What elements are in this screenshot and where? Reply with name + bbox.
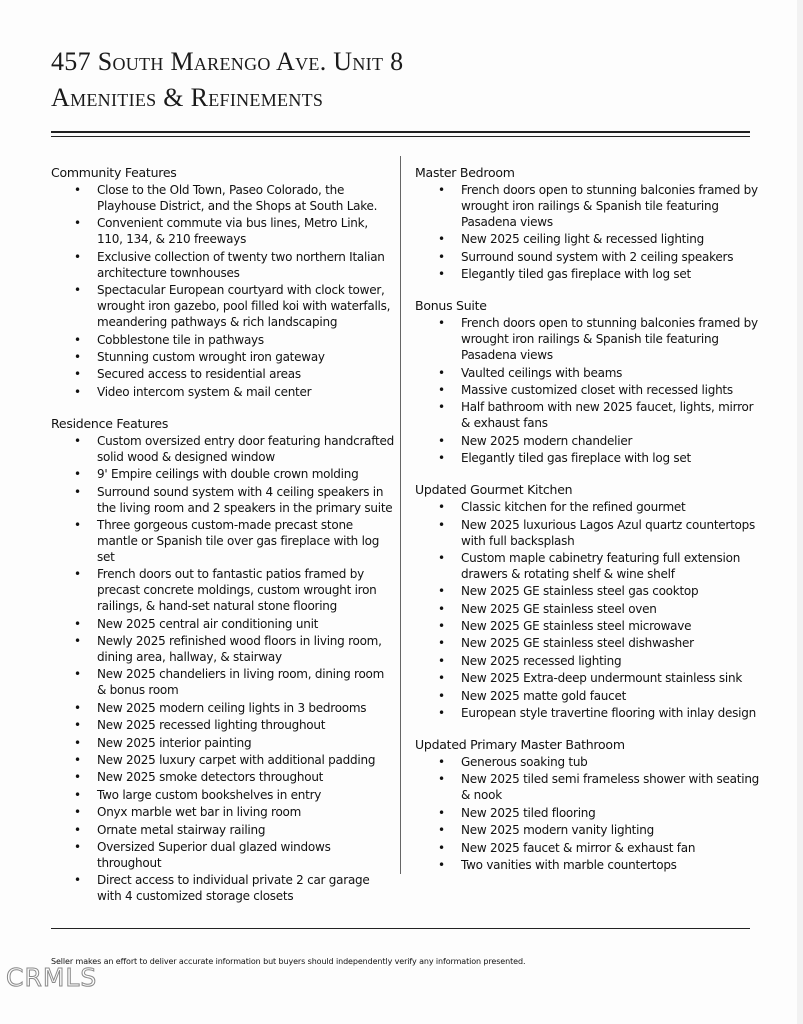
list-item — [51, 384, 396, 400]
footer-rule — [51, 928, 750, 929]
bullet-icon: • — [74, 667, 81, 682]
bullet-icon: • — [74, 805, 81, 820]
section-heading: Bonus Suite — [415, 298, 487, 314]
list-item — [51, 282, 396, 330]
bullet-icon: • — [438, 316, 445, 331]
list-item — [415, 399, 760, 431]
bullet-icon: • — [438, 636, 445, 651]
list-item — [51, 566, 396, 614]
section-master-bedroom — [415, 164, 760, 282]
list-item-text: New 2025 modern vanity lighting — [461, 823, 654, 838]
title-line-subtitle: Amenities & Refinements — [51, 83, 324, 112]
section-bonus-suite — [415, 297, 760, 466]
list-item — [51, 822, 396, 838]
bullet-icon: • — [438, 550, 445, 565]
list-item-text: Onyx marble wet bar in living room — [97, 805, 302, 820]
list-item — [415, 315, 760, 363]
list-item — [415, 583, 760, 599]
section-heading: Updated Primary Master Bathroom — [415, 737, 625, 753]
column-divider — [400, 156, 401, 874]
feature-list — [415, 315, 760, 466]
list-item-text: Stunning custom wrought iron gateway — [97, 349, 325, 364]
list-item — [51, 332, 396, 348]
bullet-icon: • — [438, 451, 445, 466]
list-item — [51, 633, 396, 665]
bullet-icon: • — [74, 700, 81, 715]
bullet-icon: • — [438, 772, 445, 787]
list-item — [415, 382, 760, 398]
list-item-text: Surround sound system with 2 ceiling speakers — [461, 249, 734, 264]
list-item — [51, 517, 396, 565]
list-item — [415, 433, 760, 449]
feature-list — [415, 754, 760, 873]
bullet-icon: • — [74, 484, 81, 499]
list-item-text: New 2025 chandeliers in living room, dining room & bonus room — [97, 667, 385, 698]
bullet-icon: • — [438, 584, 445, 599]
feature-list — [51, 433, 396, 905]
list-item-text: Cobblestone tile in pathways — [97, 332, 264, 347]
list-item-text: Half bathroom with new 2025 faucet, lights, mirror & exhaust fans — [461, 400, 754, 431]
bullet-icon: • — [74, 283, 81, 298]
bullet-icon: • — [74, 634, 81, 649]
list-item-text: New 2025 GE stainless steel oven — [461, 601, 657, 616]
list-item — [415, 182, 760, 230]
list-item-text: New 2025 smoke detectors throughout — [97, 770, 324, 785]
list-item — [51, 717, 396, 733]
list-item — [415, 450, 760, 466]
list-item-text: Secured access to residential areas — [97, 367, 301, 382]
list-item-text: New 2025 GE stainless steel microwave — [461, 619, 692, 634]
bullet-icon: • — [438, 823, 445, 838]
list-item-text: New 2025 recessed lighting throughout — [97, 718, 326, 733]
list-item — [51, 433, 396, 465]
list-item-text: Classic kitchen for the refined gourmet — [461, 500, 686, 515]
bullet-icon: • — [74, 839, 81, 854]
list-item-text: New 2025 modern ceiling lights in 3 bedrooms — [97, 700, 367, 715]
bullet-icon: • — [74, 332, 81, 347]
list-item-text: Close to the Old Town, Paseo Colorado, the Playhouse District, and the Shops at South Lake. — [97, 183, 378, 213]
list-item-text: French doors out to fantastic patios framed by precast concrete moldings, custom wrought iron railings, & hand-set natural stone flooring — [97, 567, 377, 614]
list-item — [415, 266, 760, 282]
list-item-text: Two vanities with marble countertops — [461, 857, 677, 872]
list-item — [51, 349, 396, 365]
bullet-icon: • — [438, 433, 445, 448]
list-item — [415, 231, 760, 247]
bullet-icon: • — [438, 755, 445, 770]
list-item-text: New 2025 Extra-deep undermount stainless sink — [461, 671, 743, 686]
list-item-text: Spectacular European courtyard with clock tower, wrought iron gazebo, pool filled koi with waterfalls, meandering pathways & rich landscaping — [97, 283, 391, 330]
section-heading: Updated Gourmet Kitchen — [415, 482, 573, 498]
list-item — [415, 653, 760, 669]
list-item-text: New 2025 modern chandelier — [461, 433, 633, 448]
list-item — [415, 840, 760, 856]
list-item — [51, 215, 396, 247]
list-item-text: Video intercom system & mail center — [97, 384, 312, 399]
list-item — [415, 618, 760, 634]
list-item-text: European style travertine flooring with inlay design — [461, 706, 756, 721]
list-item-text: 9' Empire ceilings with double crown molding — [97, 467, 359, 482]
bullet-icon: • — [74, 567, 81, 582]
feature-list — [415, 182, 760, 282]
bullet-icon: • — [74, 349, 81, 364]
bullet-icon: • — [438, 706, 445, 721]
page-title — [51, 44, 403, 116]
list-item-text: New 2025 interior painting — [97, 735, 252, 750]
list-item — [51, 616, 396, 632]
list-item-text: Custom maple cabinetry featuring full extension drawers & rotating shelf & wine shelf — [461, 550, 741, 581]
bullet-icon: • — [74, 367, 81, 382]
right-column — [415, 164, 760, 888]
list-item-text: New 2025 tiled semi frameless shower with seating & nook — [461, 772, 760, 803]
bullet-icon: • — [438, 232, 445, 247]
section-updated-primary-master-bathroom — [415, 736, 760, 873]
list-item — [51, 666, 396, 698]
bullet-icon: • — [438, 400, 445, 415]
list-item-text: Surround sound system with 4 ceiling speakers in the living room and 2 speakers in the primary suite — [97, 484, 393, 515]
list-item-text: New 2025 ceiling light & recessed lighting — [461, 232, 704, 247]
bullet-icon: • — [438, 840, 445, 855]
bullet-icon: • — [438, 249, 445, 264]
list-item-text: New 2025 luxury carpet with additional padding — [97, 753, 376, 768]
feature-list — [415, 499, 760, 721]
list-item-text: New 2025 central air conditioning unit — [97, 616, 319, 631]
bullet-icon: • — [74, 249, 81, 264]
bullet-icon: • — [74, 718, 81, 733]
bullet-icon: • — [438, 382, 445, 397]
disclaimer-text: Seller makes an effort to deliver accurate information but buyers should independently verify any information presented. — [51, 957, 526, 966]
bullet-icon: • — [74, 517, 81, 532]
list-item-text: Two large custom bookshelves in entry — [97, 787, 322, 802]
list-item — [51, 700, 396, 716]
list-item-text: Newly 2025 refinished wood floors in living room, dining area, hallway, & stairway — [97, 634, 382, 665]
bullet-icon: • — [438, 653, 445, 668]
bullet-icon: • — [438, 365, 445, 380]
list-item-text: Elegantly tiled gas fireplace with log set — [461, 451, 691, 466]
list-item — [415, 670, 760, 686]
list-item-text: Elegantly tiled gas fireplace with log set — [461, 267, 691, 282]
list-item-text: New 2025 GE stainless steel dishwasher — [461, 636, 694, 651]
list-item — [51, 484, 396, 516]
list-item — [415, 805, 760, 821]
list-item-text: New 2025 luxurious Lagos Azul quartz countertops with full backsplash — [461, 517, 756, 548]
list-item — [51, 872, 396, 904]
bullet-icon: • — [74, 433, 81, 448]
bullet-icon: • — [438, 857, 445, 872]
list-item-text: New 2025 GE stainless steel gas cooktop — [461, 584, 699, 599]
list-item — [415, 550, 760, 582]
header-rule-thick — [51, 131, 750, 133]
list-item — [415, 601, 760, 617]
bullet-icon: • — [438, 688, 445, 703]
section-heading: Master Bedroom — [415, 165, 515, 180]
bullet-icon: • — [438, 601, 445, 616]
list-item-text: New 2025 tiled flooring — [461, 805, 596, 820]
section-heading: Residence Features — [51, 415, 169, 431]
list-item — [415, 517, 760, 549]
list-item — [51, 366, 396, 382]
list-item — [415, 688, 760, 704]
list-item — [51, 804, 396, 820]
header-rule-thin — [51, 136, 750, 137]
section-heading: Community Features — [51, 165, 177, 180]
mls-watermark: CRMLS — [6, 963, 98, 992]
list-item — [415, 754, 760, 770]
section-updated-gourmet-kitchen — [415, 481, 760, 721]
list-item — [415, 499, 760, 515]
list-item-text: Three gorgeous custom-made precast stone mantle or Spanish tile over gas fireplace with log set — [97, 517, 380, 564]
list-item — [415, 249, 760, 265]
list-item — [51, 466, 396, 482]
list-item-text: Exclusive collection of twenty two northern Italian architecture townhouses — [97, 249, 385, 280]
list-item-text: New 2025 recessed lighting — [461, 653, 622, 668]
list-item — [51, 752, 396, 768]
bullet-icon: • — [438, 267, 445, 282]
bullet-icon: • — [74, 616, 81, 631]
bullet-icon: • — [438, 517, 445, 532]
bullet-icon: • — [74, 467, 81, 482]
list-item-text: Custom oversized entry door featuring handcrafted solid wood & designed window — [97, 433, 394, 464]
list-item — [415, 365, 760, 381]
bullet-icon: • — [438, 183, 445, 197]
list-item — [51, 769, 396, 785]
list-item-text: New 2025 matte gold faucet — [461, 688, 627, 703]
bullet-icon: • — [74, 770, 81, 785]
list-item-text: Ornate metal stairway railing — [97, 822, 266, 837]
list-item — [51, 182, 396, 214]
list-item-text: French doors open to stunning balconies framed by wrought iron railings & Spanish tile featuring Pasadena views — [461, 183, 758, 229]
list-item — [51, 839, 396, 871]
list-item-text: Direct access to individual private 2 car garage with 4 customized storage closets — [97, 873, 370, 904]
list-item — [51, 735, 396, 751]
bullet-icon: • — [74, 216, 81, 231]
list-item — [51, 249, 396, 281]
list-item-text: Oversized Superior dual glazed windows throughout — [97, 839, 331, 870]
list-item-text: Convenient commute via bus lines, Metro Link, 110, 134, & 210 freeways — [97, 216, 368, 247]
bullet-icon: • — [74, 822, 81, 837]
list-item-text: French doors open to stunning balconies framed by wrought iron railings & Spanish tile featuring Pasadena views — [461, 316, 758, 363]
bullet-icon: • — [74, 873, 81, 888]
feature-list — [51, 182, 396, 400]
bullet-icon: • — [74, 183, 81, 197]
bullet-icon: • — [74, 753, 81, 768]
list-item-text: New 2025 faucet & mirror & exhaust fan — [461, 840, 696, 855]
left-column — [51, 164, 396, 919]
section-residence-features — [51, 415, 396, 905]
list-item — [415, 857, 760, 873]
list-item — [51, 787, 396, 803]
list-item — [415, 635, 760, 651]
bullet-icon: • — [438, 619, 445, 634]
list-item-text: Vaulted ceilings with beams — [461, 365, 623, 380]
section-community-features — [51, 164, 396, 400]
bullet-icon: • — [74, 735, 81, 750]
list-item — [415, 822, 760, 838]
list-item-text: Massive customized closet with recessed lights — [461, 382, 733, 397]
list-item-text: Generous soaking tub — [461, 755, 588, 770]
title-line-address: 457 South Marengo Ave. Unit 8 — [51, 47, 404, 76]
list-item — [415, 705, 760, 721]
bullet-icon: • — [438, 805, 445, 820]
list-item — [415, 771, 760, 803]
bullet-icon: • — [438, 671, 445, 686]
bullet-icon: • — [74, 787, 81, 802]
bullet-icon: • — [74, 384, 81, 399]
bullet-icon: • — [438, 500, 445, 515]
